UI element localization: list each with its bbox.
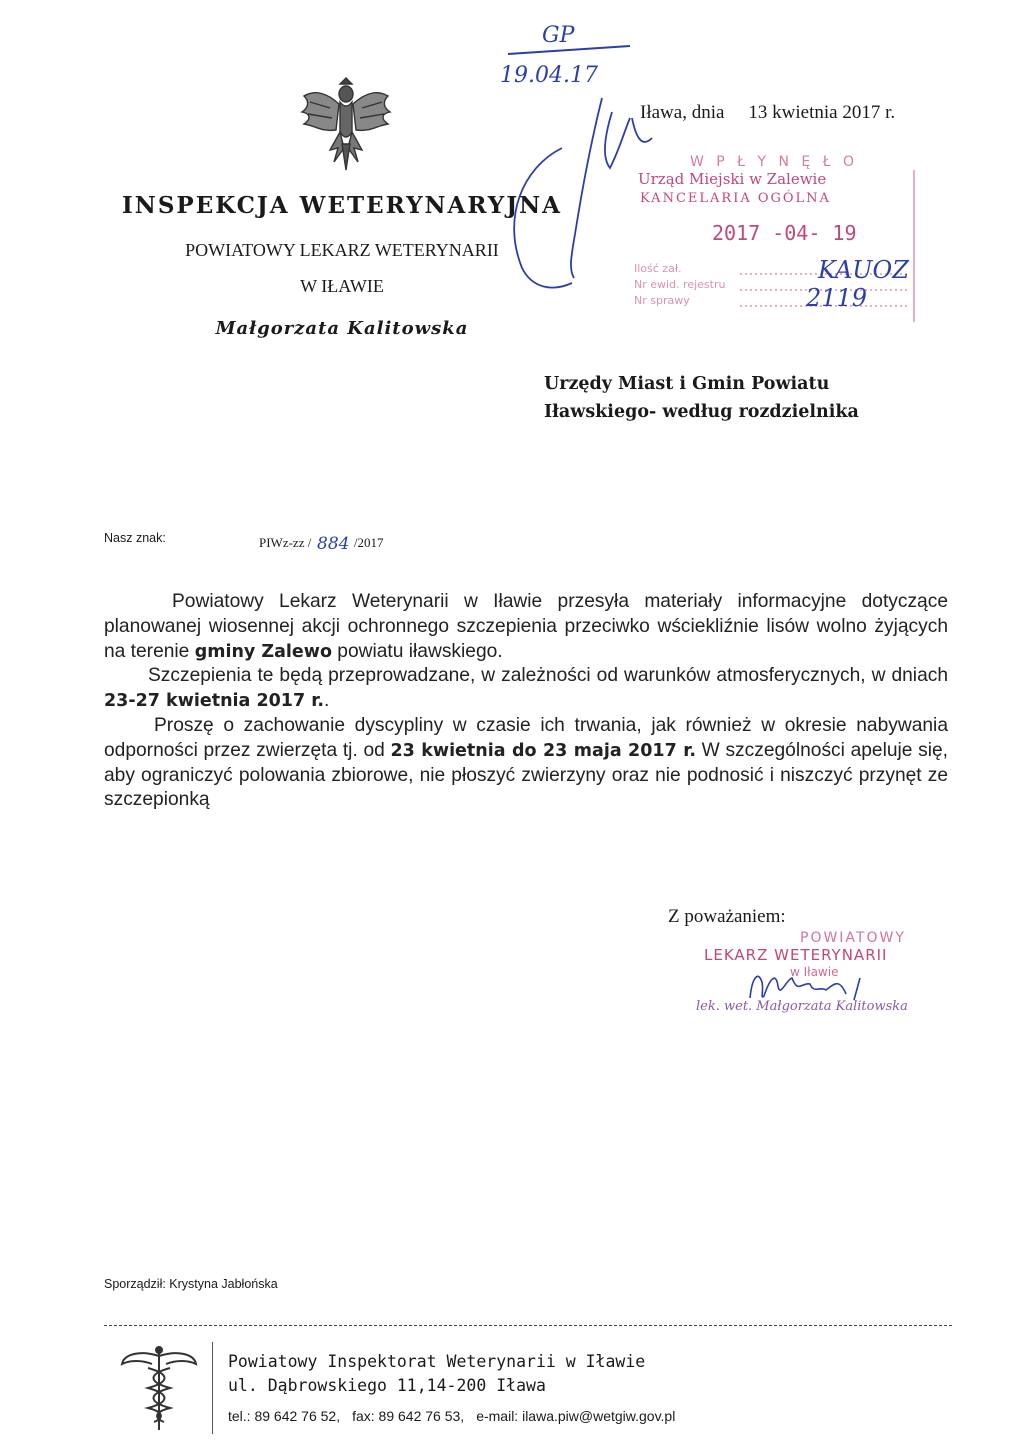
stamp-received-header: W P Ł Y N Ę Ł O <box>690 154 859 170</box>
recipient-line-2: Iławskiego- według rozdzielnika <box>544 402 859 422</box>
department-name: POWIATOWY LEKARZ WETERYNARII <box>185 240 499 260</box>
reference-label: Nasz znak: <box>104 531 166 545</box>
date-value: 13 kwietnia 2017 r. <box>748 102 896 123</box>
prepared-by: Sporządził: Krystyna Jabłońska <box>104 1277 278 1291</box>
highlight-dates: 23-27 kwietnia 2017 r. <box>104 691 325 712</box>
date-line <box>640 102 895 124</box>
reference-suffix: /2017 <box>353 535 384 550</box>
reference-prefix: PIWz-zz / <box>259 535 312 550</box>
stamp-field-case: Nr sprawy <box>634 294 690 307</box>
date-city: Iława, dnia <box>640 102 725 123</box>
body-paragraph-3: Proszę o zachowanie dyscypliny w czasie ich trwania, jak również w okresie nabywania odporności przez zwierzęta tj. od 23 kwietnia do 23 maja 2017 r. W szczególności apeluje się, aby ograniczyć polowania zbiorowe, nie płoszyć zwierzyny oraz nie podnosić i niszczyć przynęt ze szczepionką <box>104 714 948 811</box>
initials-text: GP <box>542 23 575 48</box>
stamp-title-2: LEKARZ WETERYNARII <box>704 946 888 964</box>
letter-body <box>104 590 948 813</box>
stamp-signatory-name: lek. wet. Małgorzata Kalitowska <box>696 999 908 1014</box>
reference-value <box>259 531 383 557</box>
closing-salutation: Z poważaniem: <box>668 906 786 927</box>
footer-divider <box>104 1325 952 1326</box>
stamp-handwritten-code: KAUOZ <box>818 256 909 284</box>
received-date-text: 19.04.17 <box>500 63 598 88</box>
footer-email[interactable]: e-mail: ilawa.piw@wetgiw.gov.pl <box>476 1408 676 1424</box>
highlight-period: 23 kwietnia do 23 maja 2017 r. <box>390 740 696 761</box>
footer-separator <box>212 1342 213 1434</box>
stamp-date: 2017 -04- 19 <box>712 221 857 245</box>
signature-stamp <box>690 920 940 1030</box>
stamp-office: Urząd Miejski w Zalewie <box>638 170 827 188</box>
footer-contacts <box>228 1408 675 1424</box>
body-paragraph-2: Szczepienia te będą przeprowadzane, w zależności od warunków atmosferycznych, w dniach 23-27 kwietnia 2017 r.. <box>104 665 948 712</box>
highlight-gmina: gminy Zalewo <box>194 641 332 662</box>
stamp-title-3: w Iławie <box>790 965 839 979</box>
organization-title: INSPEKCJA WETERYNARYJNA <box>122 192 562 219</box>
footer-institution: Powiatowy Inspektorat Weterynarii w Iławie <box>228 1352 646 1371</box>
footer-fax: fax: 89 642 76 53, <box>352 1408 465 1424</box>
recipient-line-1: Urzędy Miast i Gmin Powiatu <box>544 374 830 394</box>
footer-tel: tel.: 89 642 76 52, <box>228 1408 341 1424</box>
footer-address: ul. Dąbrowskiego 11,14-200 Iława <box>228 1376 546 1395</box>
stamp-department: KANCELARIA OGÓLNA <box>640 191 831 206</box>
registry-stamp <box>620 140 920 330</box>
caduceus-icon <box>118 1342 200 1434</box>
stamp-field-register: Nr ewid. rejestru <box>634 278 726 291</box>
stamp-handwritten-number: 2119 <box>806 284 868 312</box>
stamp-field-attachments: Ilość zał. <box>634 262 682 275</box>
stamp-title-1: POWIATOWY <box>800 930 906 946</box>
reference-number-text: 884 <box>316 534 350 554</box>
department-location: W IŁAWIE <box>300 276 384 296</box>
eagle-emblem-icon <box>296 72 396 180</box>
body-paragraph-1: Powiatowy Lekarz Weterynarii w Iławie przesyła materiały informacyjne dotyczące planowanej wiosennej akcji ochronnego szczepienia przeciwko wściekliźnie lisów wolno żyjących na terenie gminy Zalewo powiatu iławskiego. <box>104 591 948 662</box>
reference-handwritten-number <box>315 531 351 557</box>
recipient-block <box>544 370 859 426</box>
official-name: Małgorzata Kalitowska <box>215 318 469 339</box>
